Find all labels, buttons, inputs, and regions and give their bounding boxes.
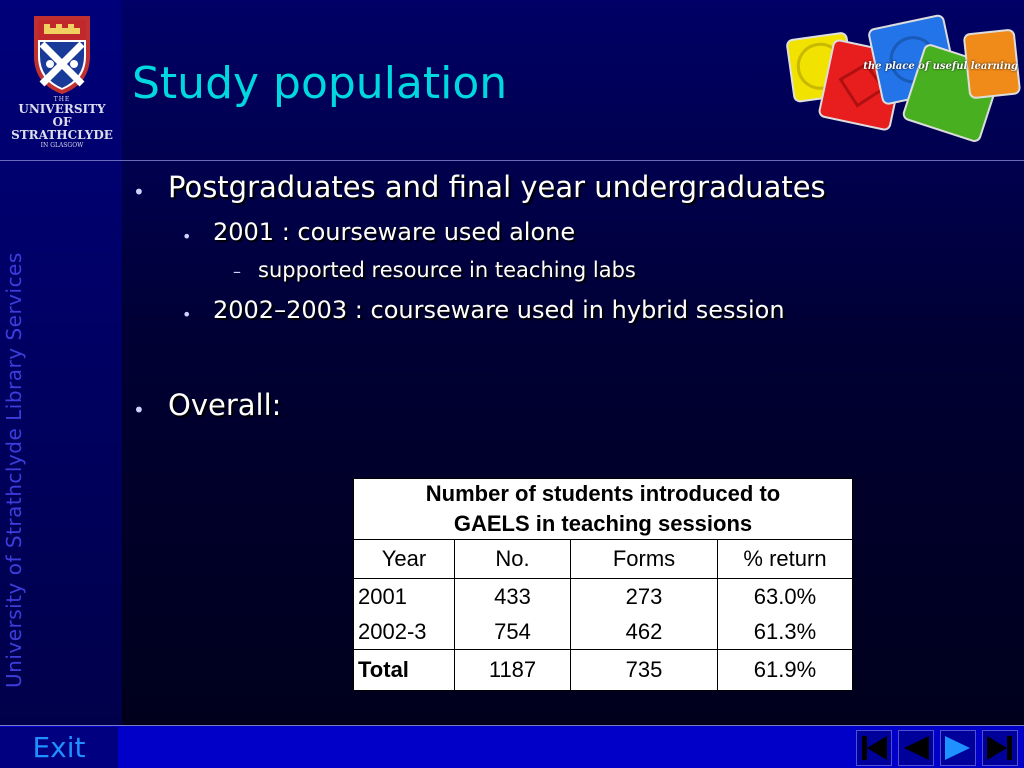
column-header: % return [718, 540, 853, 579]
caption-line: GAELS in teaching sessions [453, 511, 753, 536]
table-total-row [354, 650, 853, 691]
dash-marker: – [233, 262, 241, 281]
logo-wordmark [10, 96, 114, 150]
column-header: Forms [571, 540, 718, 579]
total-label: Total [354, 650, 455, 691]
total-cell: 1187 [455, 650, 571, 691]
last-slide-icon [983, 731, 1017, 765]
total-cell: 61.9% [718, 650, 853, 691]
first-slide-button[interactable] [856, 730, 892, 766]
logo-line-3: STRATHCLYDE [11, 128, 113, 142]
table-cell: 2002-3 [358, 619, 427, 644]
table-cell: 63.0% [753, 584, 817, 609]
previous-slide-button[interactable] [898, 730, 934, 766]
sidebar [0, 0, 122, 726]
bullet-level2: 2001 : courseware used alone [213, 218, 576, 246]
caption-line: Number of students introduced to [425, 481, 781, 506]
logo-line-2: UNIVERSITY OF [18, 102, 106, 129]
bullet-marker: • [133, 180, 145, 204]
last-slide-button[interactable] [982, 730, 1018, 766]
table-header-row [354, 540, 853, 579]
table-cell: 2001 [358, 584, 407, 609]
table-caption-row [354, 479, 853, 540]
table-caption [354, 479, 853, 540]
students-table [353, 478, 853, 691]
table-cell: 433 [494, 584, 531, 609]
logo-line-4: IN GLASGOW [40, 142, 84, 149]
slide-title: Study population [132, 58, 508, 109]
column-header: Year [354, 540, 455, 579]
bullet-level1: Overall: [168, 388, 282, 422]
table-cell-year [354, 579, 455, 650]
table-cell-no [455, 579, 571, 650]
university-logo [10, 10, 114, 149]
bullet-level2: 2002–2003 : courseware used in hybrid session [213, 296, 785, 324]
table-cell-forms [571, 579, 718, 650]
total-cell: 735 [571, 650, 718, 691]
bullet-marker: • [182, 227, 192, 246]
table-cell: 462 [625, 619, 663, 644]
side-caption: University of Strathclyde Library Services [2, 252, 26, 688]
bullet-marker: • [182, 305, 192, 324]
table-cell: 273 [625, 584, 663, 609]
column-header: No. [455, 540, 571, 579]
next-slide-icon [941, 731, 975, 765]
strathclyde-banner [782, 14, 1022, 144]
table-cell: 61.3% [753, 619, 817, 644]
table-cell: 754 [494, 619, 531, 644]
banner-tagline: the place of useful learning [863, 61, 1018, 72]
bullet-level3: supported resource in teaching labs [258, 258, 636, 282]
shield-icon [32, 10, 92, 94]
bullet-marker: • [133, 398, 145, 422]
exit-button[interactable]: Exit [0, 727, 118, 768]
bullet-level1: Postgraduates and final year undergraduates [168, 170, 826, 204]
table-body-row [354, 579, 853, 650]
logo-line-1: THE [53, 96, 71, 103]
previous-slide-icon [899, 731, 933, 765]
table-cell-return [718, 579, 853, 650]
title-divider [0, 160, 1024, 161]
colored-shapes-icon [782, 14, 1022, 144]
first-slide-icon [857, 731, 891, 765]
next-slide-button[interactable] [940, 730, 976, 766]
